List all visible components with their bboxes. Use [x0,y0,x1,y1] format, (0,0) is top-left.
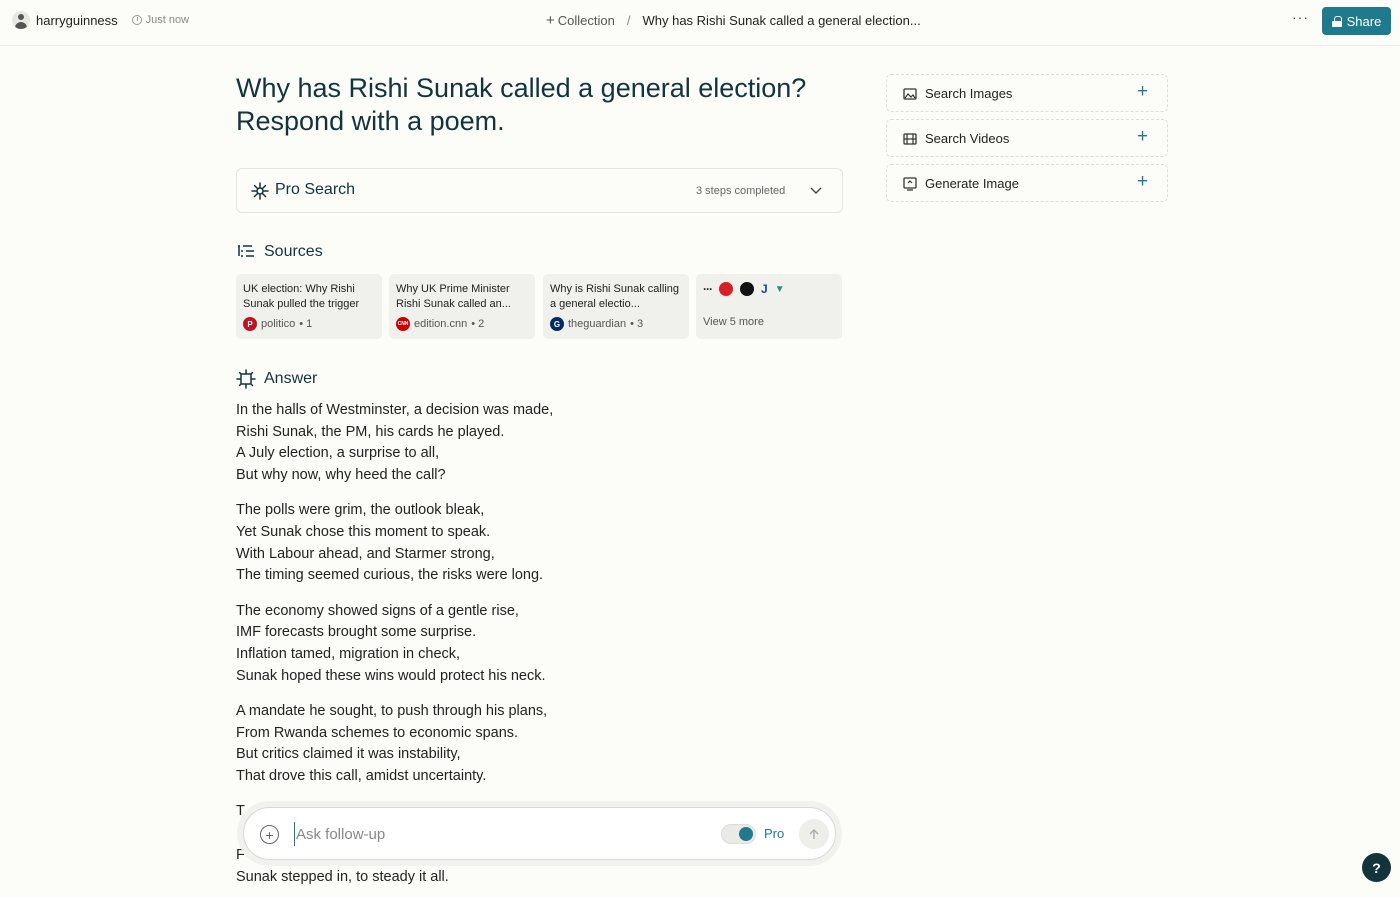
collection-label: Collection [557,13,615,28]
poem-line: But critics claimed it was instability, [236,746,461,763]
breadcrumb-separator: / [626,13,631,28]
sources-icon [236,243,256,261]
search-images-label: Search Images [925,86,1013,101]
arrow-up-icon [808,828,820,840]
poem-line: A mandate he sought, to push through his plans, [236,703,548,720]
sources-heading [236,243,323,261]
generate-image-icon [903,177,917,191]
lock-icon [1332,16,1342,27]
top-bar [0,0,1400,46]
plus-icon: + [1137,171,1149,192]
poem-line: With Labour ahead, and Starmer strong, [236,545,495,562]
poem-line: Yet Sunak chose this moment to speak. [236,523,491,540]
source-index: • 2 [471,318,485,330]
user-info[interactable] [12,11,189,29]
poem-line: A July election, a surprise to all, [236,445,440,462]
guardian-icon: G [550,317,564,331]
source-site: edition.cnn [414,318,468,330]
timestamp-text: Just now [145,14,190,26]
share-button[interactable] [1322,7,1391,35]
help-button[interactable]: ? [1362,853,1391,882]
poem-stanza [236,601,836,687]
source-favicon-icon: ▼ [774,283,785,295]
follow-up-bar [243,807,836,860]
source-index: • 1 [299,318,313,330]
send-button[interactable] [799,819,829,849]
timestamp [132,14,189,26]
poem-stanza [236,701,836,787]
share-label: Share [1346,13,1382,29]
plus-icon: + [546,12,555,29]
poem-line: But why now, why heed the call? [236,466,446,483]
source-title: Why is Rishi Sunak calling a general electio... [550,283,679,310]
poem-line: IMF forecasts brought some surprise. [236,624,477,641]
follow-up-input[interactable] [294,822,694,846]
film-icon [903,132,917,146]
image-icon [903,87,917,101]
plus-icon: + [1137,126,1149,147]
poem-line: The polls were grim, the outlook bleak, [236,502,485,519]
page-title: Why has Rishi Sunak called a general election? Respond with a poem. [236,73,807,136]
sources-heading-text: Sources [264,243,323,260]
pro-toggle-label: Pro [764,826,785,841]
source-title: UK election: Why Rishi Sunak pulled the trigger [243,283,360,310]
poem-stanza [236,400,836,486]
pro-search-panel[interactable] [236,168,843,213]
source-title: Why UK Prime Minister Rishi Sunak called an... [396,283,511,310]
poem-line: Inflation tamed, migration in check, [236,645,461,662]
answer-poem [236,400,836,802]
poem-line: Rishi Sunak, the PM, his cards he played. [236,423,505,440]
plus-icon: + [1137,81,1149,102]
breadcrumb [546,13,921,28]
poem-line: That drove this call, amidst uncertainty. [236,767,487,784]
chevron-down-icon[interactable] [809,181,823,199]
source-card[interactable] [389,274,535,339]
politico-icon: P [243,317,257,331]
pro-search-icon [251,182,269,200]
clock-icon [132,15,142,25]
source-favicon-icon: ··· [703,282,712,296]
poem-line-partial: T [236,803,245,819]
cnn-icon: CNN [396,317,410,331]
source-site: theguardian [568,318,627,330]
poem-line: Sunak hoped these wins would protect his neck. [236,667,546,684]
more-sources-favicons [703,282,835,296]
pro-search-label: Pro Search [275,181,356,198]
poem-line: From Rwanda schemes to economic spans. [236,724,519,741]
poem-line-partial: F [236,847,245,863]
add-to-collection-button[interactable] [546,13,615,28]
poem-line: The timing seemed curious, the risks were long. [236,567,544,584]
pro-toggle[interactable] [721,824,756,844]
answer-heading-text: Answer [264,370,318,387]
source-favicon-icon [740,282,754,296]
search-videos-button[interactable] [886,119,1168,157]
source-card[interactable] [543,274,689,339]
more-options-icon[interactable]: ··· [1292,9,1309,25]
steps-completed: 3 steps completed [696,185,786,197]
poem-line: Sunak stepped in, to steady it all. [236,869,449,885]
source-favicon-icon [719,282,733,296]
username: harryguinness [36,12,118,28]
poem-stanza [236,500,836,586]
source-site: politico [261,318,296,330]
source-index: • 3 [630,318,644,330]
source-card[interactable] [236,274,382,339]
avatar-icon [12,11,30,29]
attach-plus-icon[interactable]: + [260,825,279,844]
view-more-sources-card[interactable] [696,274,842,339]
source-favicon-icon: J [761,282,768,296]
search-videos-label: Search Videos [925,131,1010,146]
search-images-button[interactable] [886,74,1168,112]
poem-line: The economy showed signs of a gentle rise, [236,602,519,619]
view-more-label: View 5 more [703,316,764,328]
generate-image-button[interactable] [886,164,1168,202]
generate-image-label: Generate Image [925,176,1019,191]
thread-title[interactable]: Why has Rishi Sunak called a general election... [642,13,921,28]
poem-line: In the halls of Westminster, a decision was made, [236,402,554,418]
answer-heading [236,369,317,389]
answer-icon [236,369,256,389]
